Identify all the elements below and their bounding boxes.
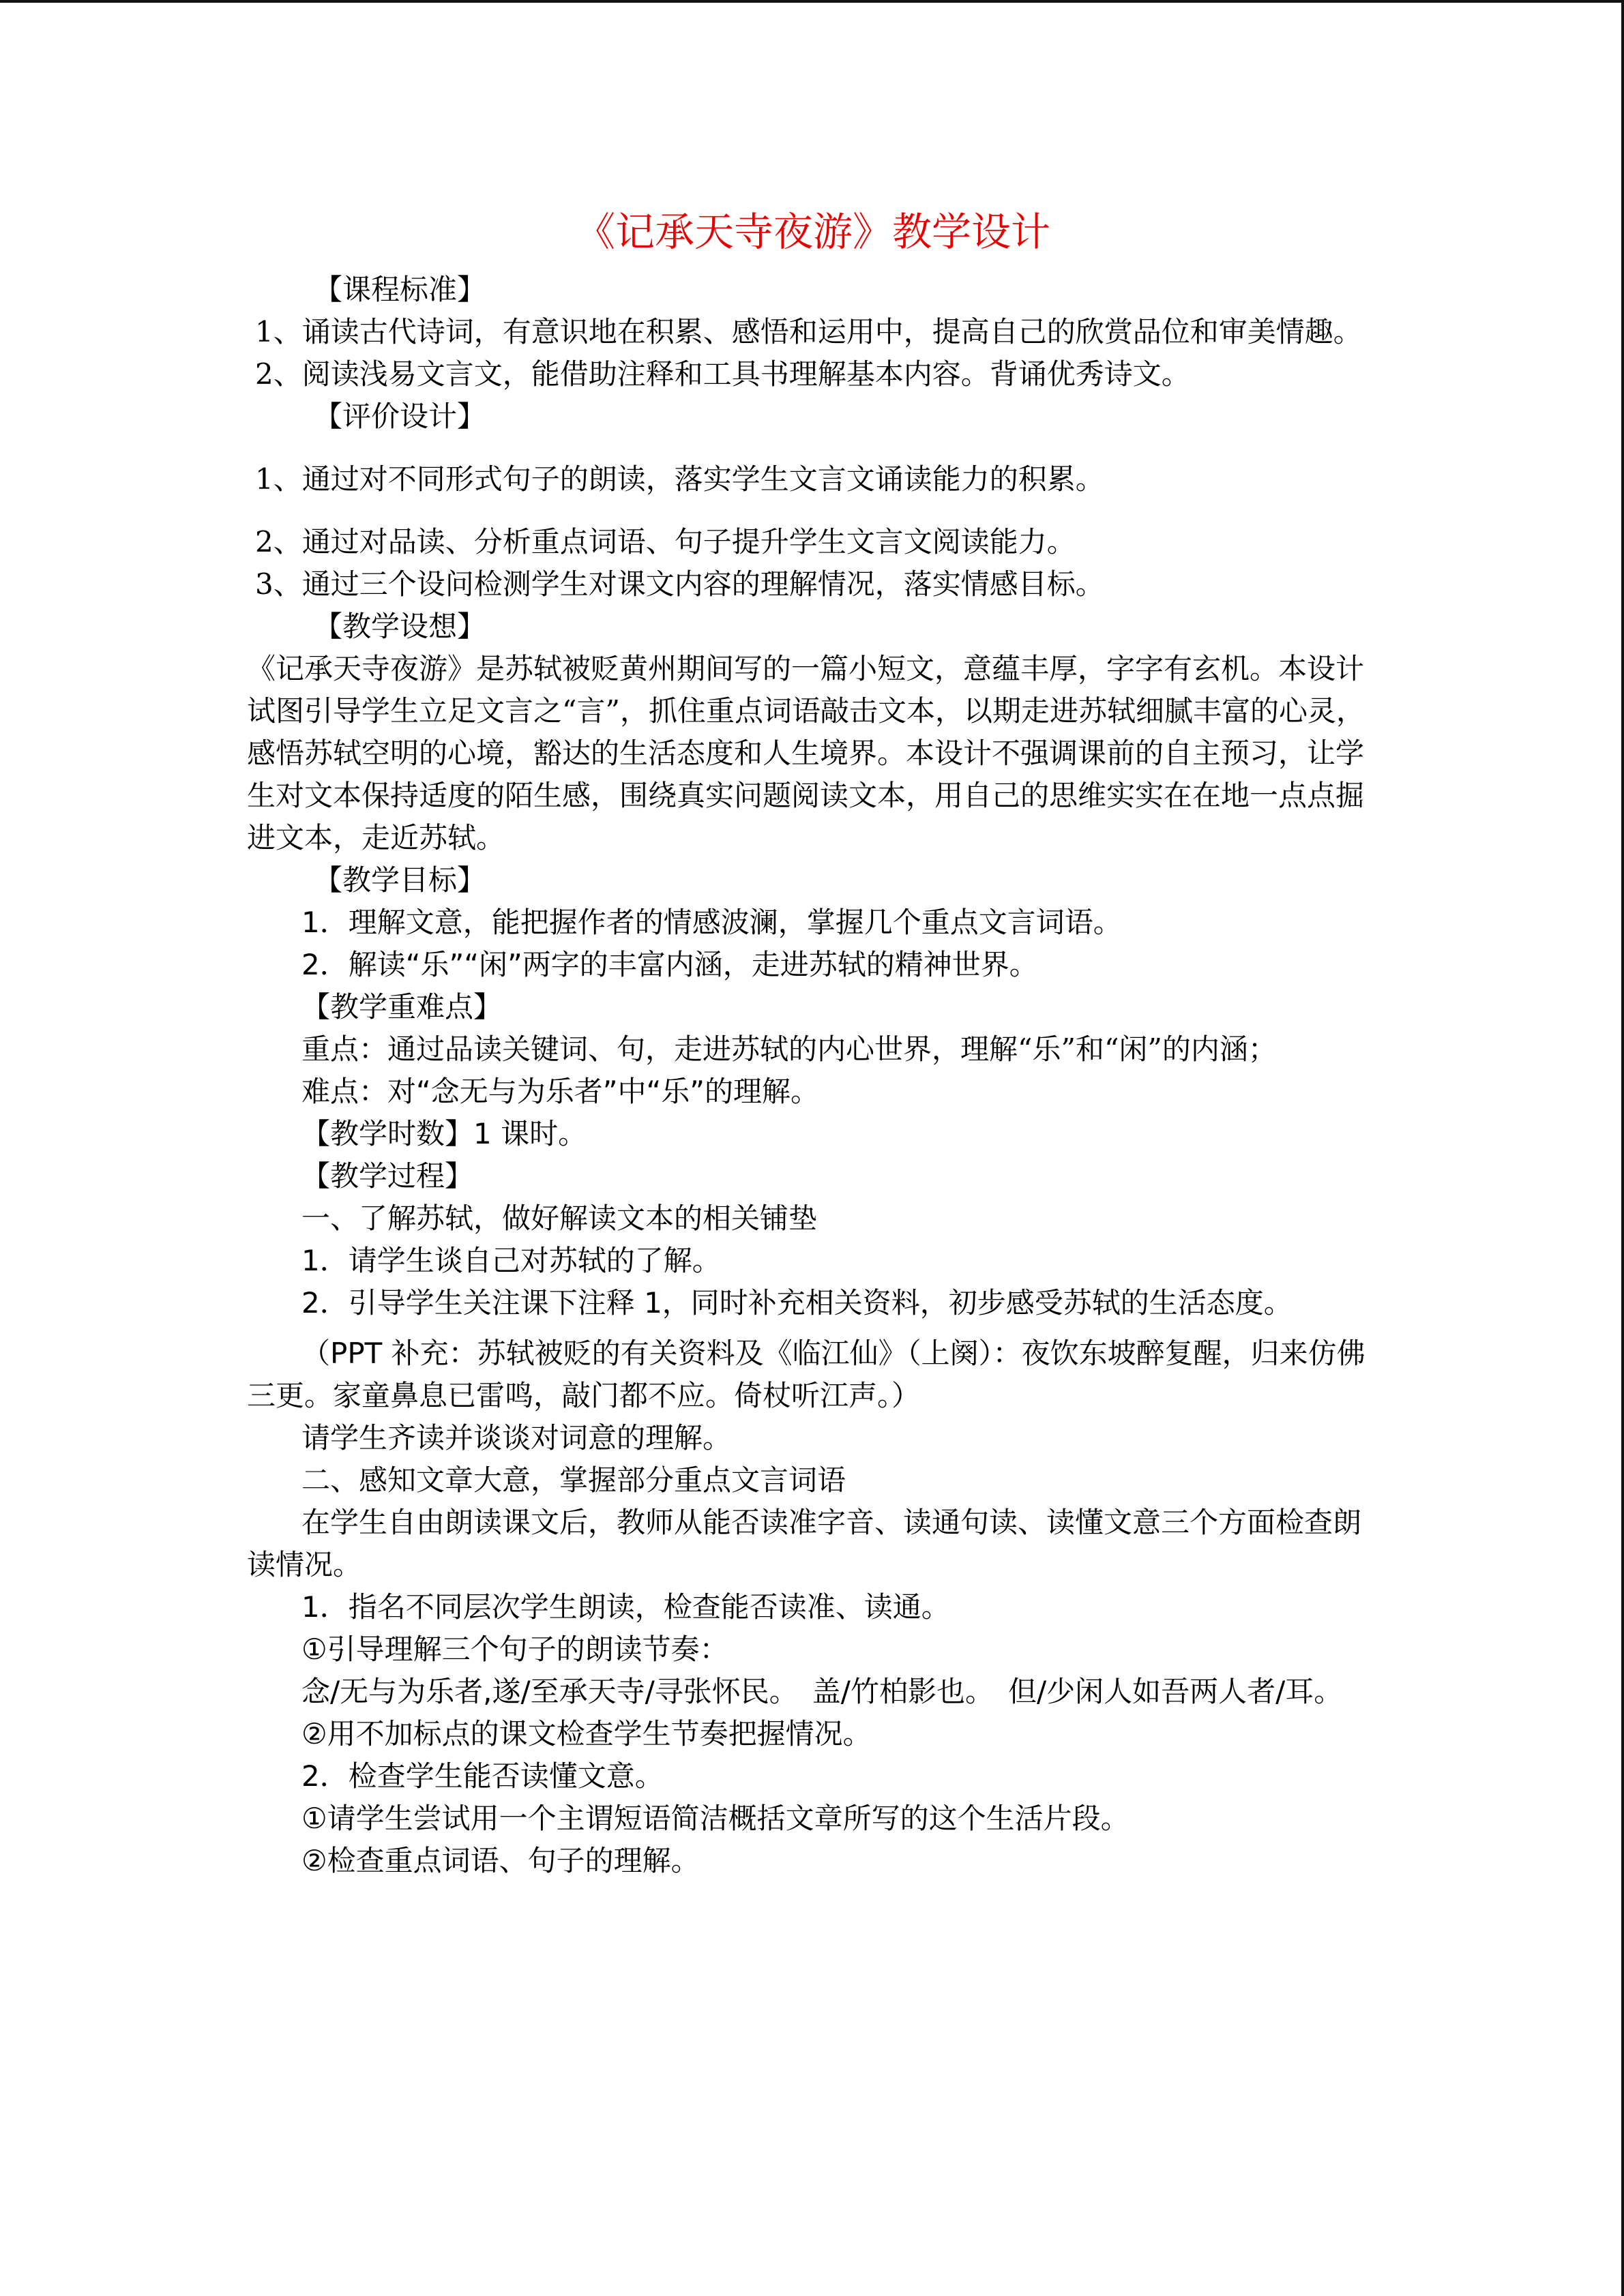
process-step-2-item-1: 1．指名不同层次学生朗读，检查能否读准、读通。 xyxy=(301,1590,950,1624)
document-title: 《记承天寺夜游》教学设计 xyxy=(575,209,1050,255)
section-heading-goals: 【教学目标】 xyxy=(314,863,486,897)
process-step-1-title: 一、了解苏轼，做好解读文本的相关铺垫 xyxy=(301,1202,818,1235)
evaluation-item-1: 1、通过对不同形式句子的朗读，落实学生文言文诵读能力的积累。 xyxy=(255,462,1104,496)
process-step-2-rhythm: 念/无与为乐者,遂/至承天寺/寻张怀民。 盖/竹柏影也。 但/少闲人如吾两人者/耳。 xyxy=(301,1675,1343,1708)
document-body xyxy=(247,205,1379,1882)
page-border-right xyxy=(1621,0,1624,2296)
process-step-2-title: 二、感知文章大意，掌握部分重点文言词语 xyxy=(301,1463,846,1497)
process-step-2-item-2: 2．检查学生能否读懂文意。 xyxy=(301,1759,664,1793)
evaluation-item-3: 3、通过三个设问检测学生对课文内容的理解情况，落实情感目标。 xyxy=(255,567,1104,601)
course-standard-item-1: 1、诵读古代诗词，有意识地在积累、感悟和运用中，提高自己的欣赏品位和审美情趣。 xyxy=(255,315,1362,348)
process-step-2-sub-1: ①引导理解三个句子的朗读节奏： xyxy=(301,1632,728,1666)
process-step-2-sub-2: ②用不加标点的课文检查学生节奏把握情况。 xyxy=(301,1717,872,1750)
key-point-difficulty: 难点：对“念无与为乐者”中“乐”的理解。 xyxy=(301,1075,820,1108)
section-heading-evaluation: 【评价设计】 xyxy=(314,400,486,433)
key-point-focus: 重点：通过品读关键词、句，走进苏轼的内心世界，理解“乐”和“闲”的内涵； xyxy=(301,1032,1277,1066)
evaluation-item-2: 2、通过对品读、分析重点词语、句子提升学生文言文阅读能力。 xyxy=(255,525,1076,558)
goal-item-2: 2．解读“乐”“闲”两字的丰富内涵，走进苏轼的精神世界。 xyxy=(301,948,1038,981)
process-step-1-item-2: 2．引导学生关注课下注释 1，同时补充相关资料，初步感受苏轼的生活态度。 xyxy=(301,1286,1293,1320)
concept-paragraph: 《记承天寺夜游》是苏轼被贬黄州期间写的一篇小短文，意蕴丰厚，字字有玄机。本设计试图引导学生立足文言之“言”，抓住重点词语敲击文本，以期走进苏轼细腻丰富的心灵，感悟苏轼空明的心境，豁达的生活态度和人生境界。本设计不强调课前的自主预习，让学生对文本保持适度的陌生感，围绕真实问题阅读文本，用自己的思维实实在在地一点点掘进文本，走近苏轼。 xyxy=(247,652,1365,854)
process-step-1-item-1: 1．请学生谈自己对苏轼的了解。 xyxy=(301,1244,721,1277)
section-heading-key-points: 【教学重难点】 xyxy=(301,990,503,1024)
process-step-2-sub-3: ①请学生尝试用一个主谓短语简洁概括文章所写的这个生活片段。 xyxy=(301,1802,1130,1835)
process-step-2-sub-4: ②检查重点词语、句子的理解。 xyxy=(301,1844,700,1877)
section-heading-concept: 【教学设想】 xyxy=(314,610,486,643)
process-step-1-read: 请学生齐读并谈谈对词意的理解。 xyxy=(301,1421,732,1455)
section-heading-process: 【教学过程】 xyxy=(301,1159,474,1193)
process-step-2-intro: 在学生自由朗读课文后，教师从能否读准字音、读通句读、读懂文意三个方面检查朗读情况。 xyxy=(247,1506,1362,1581)
goal-item-1: 1．理解文意，能把握作者的情感波澜，掌握几个重点文言词语。 xyxy=(301,906,1122,939)
page-border-top xyxy=(0,0,1624,3)
process-step-1-ppt-note: （PPT 补充：苏轼被贬的有关资料及《临江仙》（上阕）：夜饮东坡醉复醒，归来仿佛三更。家童鼻息已雷鸣，敲门都不应。倚杖听江声。） xyxy=(247,1337,1365,1412)
course-standard-item-2: 2、阅读浅易文言文，能借助注释和工具书理解基本内容。背诵优秀诗文。 xyxy=(255,357,1190,391)
teaching-hours: 【教学时数】1 课时。 xyxy=(301,1117,587,1150)
section-heading-course-standard: 【课程标准】 xyxy=(314,273,486,306)
